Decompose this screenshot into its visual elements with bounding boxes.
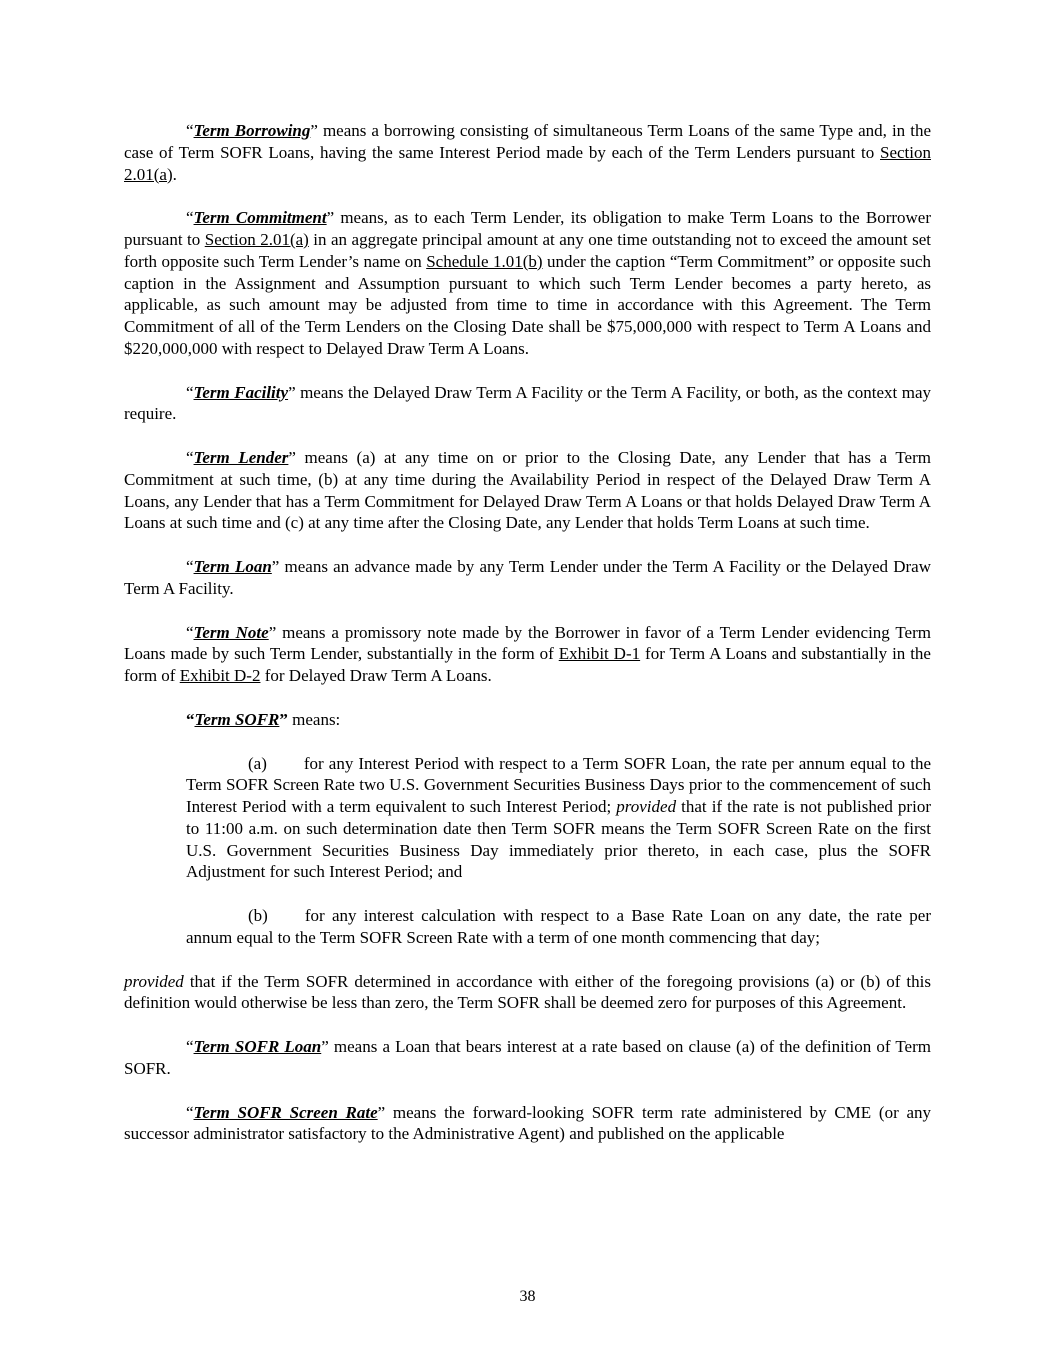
text-run: “ xyxy=(186,121,194,140)
text-run: ” means (a) at any time on or prior to the Closing Date, any Lender that has a Term Commitment at such time, (b) at any time during the Availability Period in respect of the Delayed Draw Term A Loans, any Lender that has a Term Commitment for Delayed Draw Term A Loans or that holds Delayed Draw Term A Loans at such time and (c) at any time after the Closing Date, any Lender that holds Term Loans at such time. xyxy=(124,448,931,533)
text-run: ” xyxy=(279,709,288,729)
text-run: ” means a promissory note made by the Borrower in favor of a Term Lender evidencing Term Loans made by such Term Lender, substantially in the form of xyxy=(124,622,931,664)
def-term-commitment xyxy=(124,207,931,359)
defined-term: Term Borrowing xyxy=(193,121,311,140)
text-run: ” means an advance made by any Term Lender under the Term A Facility or the Delayed Draw Term A Facility. xyxy=(124,557,932,598)
cross-reference: Schedule 1.01(b) xyxy=(426,251,543,271)
def-term-sofr-clause-b xyxy=(186,905,931,949)
cross-reference: Exhibit D-2 xyxy=(179,666,261,685)
text-run: provided xyxy=(124,971,184,991)
cross-reference: Section 2.01(a) xyxy=(204,230,309,249)
text-run: ” means the forward-looking SOFR term rate administered by CME (or any successor administrator satisfactory to the Administrative Agent) and published on the applicable xyxy=(124,1102,932,1144)
page-number: 38 xyxy=(519,1287,536,1305)
cross-reference: Exhibit D-1 xyxy=(558,644,641,664)
defined-term: Term SOFR xyxy=(194,709,280,729)
text-run: “ xyxy=(186,1037,194,1056)
text-run: “ xyxy=(186,208,194,228)
text-run: “ xyxy=(186,448,194,467)
text-run: ” means a Loan that bears interest at a rate based on clause (a) of the definition of Term SOFR. xyxy=(124,1037,931,1078)
def-term-sofr-clause-a xyxy=(186,753,931,884)
def-term-note xyxy=(124,622,931,687)
text-run: (b) xyxy=(248,906,268,925)
def-term-sofr-screen-rate xyxy=(124,1102,931,1146)
def-term-borrowing xyxy=(124,120,931,185)
text-run: (a) xyxy=(248,753,267,773)
text-run: in an aggregate principal amount at any one time outstanding not to exceed the amount set forth opposite such Term Lender’s name on xyxy=(124,230,931,271)
text-run: ” means the Delayed Draw Term A Facility or the Term A Facility, or both, as the context may require. xyxy=(124,382,932,424)
def-term-loan xyxy=(124,556,931,600)
text-run: ” means, as to each Term Lender, its obligation to make Term Loans to the Borrower pursuant to xyxy=(124,208,931,249)
text-run: means: xyxy=(287,709,341,729)
defined-term: Term Commitment xyxy=(193,208,327,228)
text-run: . xyxy=(172,164,177,184)
text-run: for any Interest Period with respect to a Term SOFR Loan, the rate per annum equal to the Term SOFR Screen Rate two U.S. Government Securities Business Days prior to the commencement of such Interest Period with a term equivalent to such Interest Period; xyxy=(186,753,931,816)
text-run: for any interest calculation with respect to a Base Rate Loan on any date, the rate per annum equal to the Term SOFR Screen Rate with a term of one month commencing that day; xyxy=(186,906,931,947)
text-run: that if the rate is not published prior to 11:00 a.m. on such determination date then Term SOFR means the Term SOFR Screen Rate on the first U.S. Government Securities Business Day immediately prior thereto, in each case, plus the SOFR Adjustment for such Interest Period; and xyxy=(186,797,931,882)
text-run: “ xyxy=(186,1102,194,1122)
document-body xyxy=(124,120,931,1167)
text-run: “ xyxy=(186,709,195,729)
text-run: for Delayed Draw Term A Loans. xyxy=(260,666,492,685)
text-run: that if the Term SOFR determined in accordance with either of the foregoing provisions (a) or (b) of this definition would otherwise be less than zero, the Term SOFR shall be deemed zero for purposes of this Agreement. xyxy=(124,971,931,1013)
defined-term: Term Lender xyxy=(193,448,289,467)
defined-term: Term Note xyxy=(193,622,269,642)
defined-term: Term Facility xyxy=(193,382,289,402)
text-run: “ xyxy=(186,382,194,402)
defined-term: Term SOFR Loan xyxy=(193,1037,322,1056)
text-run: under the caption “Term Commitment” or opposite such caption in the Assignment and Assumption pursuant to which such Term Lender becomes a party hereto, as applicable, as such amount may be adjusted from time to time in accordance with this Agreement. The Term Commitment of all of the Term Lenders on the Closing Date shall be $75,000,000 with respect to Term A Loans and $220,000,000 with respect to Delayed Draw Term A Loans. xyxy=(124,251,931,358)
term-sofr-proviso xyxy=(124,971,931,1015)
def-term-lender xyxy=(124,447,931,534)
defined-term: Term Loan xyxy=(193,557,272,576)
def-term-sofr-loan xyxy=(124,1036,931,1080)
text-run: provided xyxy=(616,797,677,816)
text-run: for Term A Loans and substantially in the form of xyxy=(124,644,931,685)
cross-reference: Section 2.01(a) xyxy=(124,142,931,184)
text-run: “ xyxy=(186,557,194,576)
defined-term: Term SOFR Screen Rate xyxy=(193,1102,378,1122)
def-term-facility xyxy=(124,382,931,426)
text-run: “ xyxy=(186,622,194,642)
text-run: ” means a borrowing consisting of simultaneous Term Loans of the same Type and, in the case of Term SOFR Loans, having the same Interest Period made by each of the Term Lenders pursuant to xyxy=(124,121,931,162)
def-term-sofr xyxy=(124,709,931,731)
